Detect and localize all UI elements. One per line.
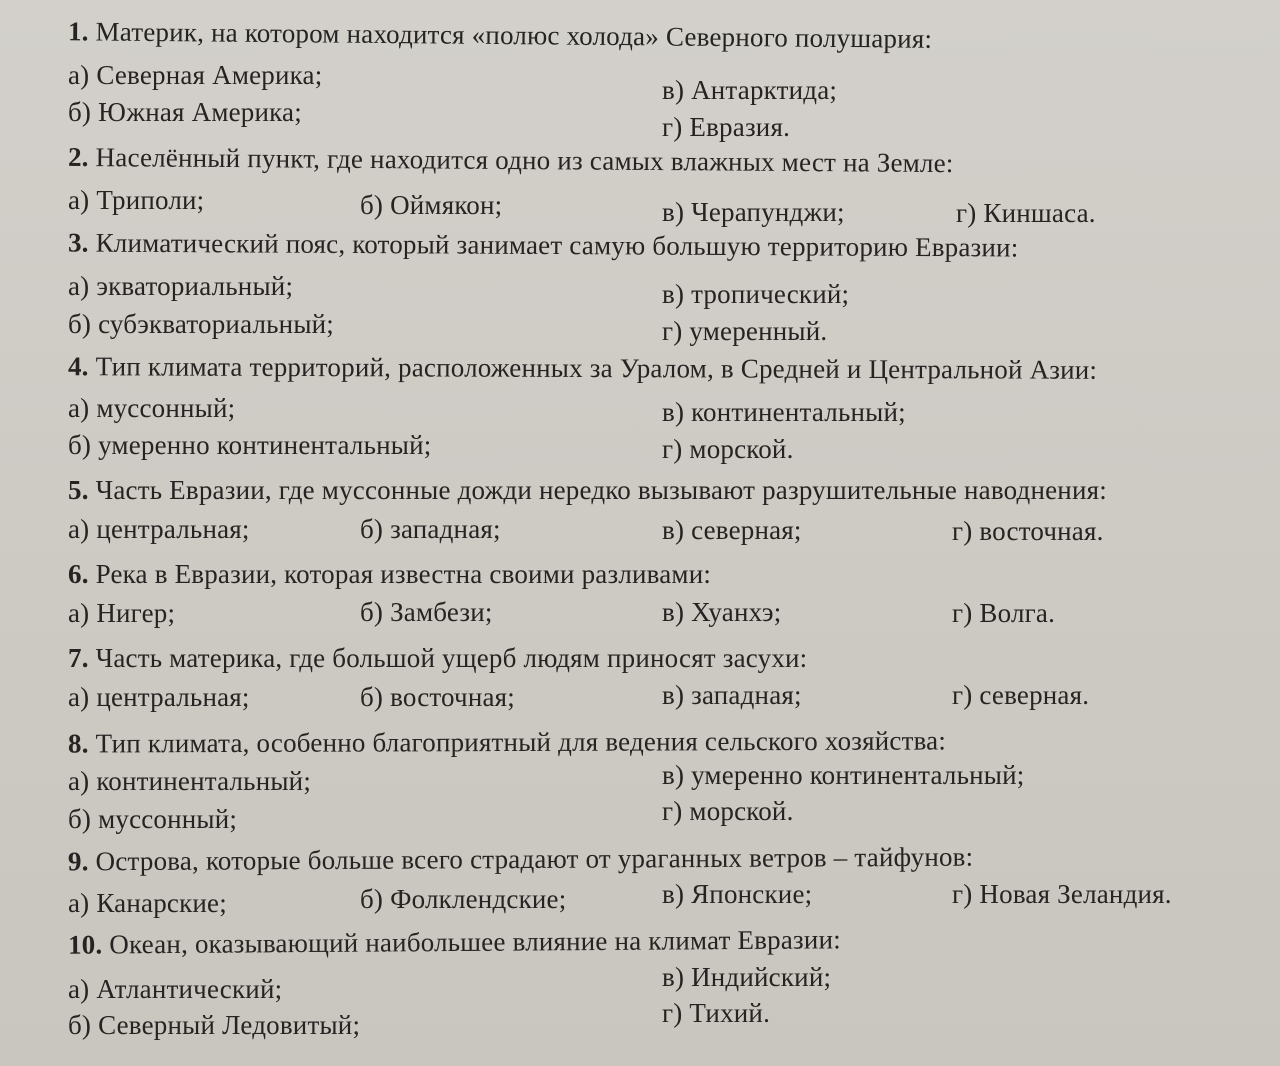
option-a: а) Северная Америка; — [68, 60, 323, 90]
option-g: г) Новая Зеландия. — [952, 879, 1172, 909]
question-number: 2. — [67, 141, 89, 173]
question-text: Материк, на котором находится «полюс холода» Северного полушария: — [95, 16, 933, 54]
option-v: в) Индийский; — [662, 962, 832, 992]
option-b: б) восточная; — [360, 682, 515, 712]
option-g: г) Волга. — [952, 598, 1056, 628]
question-number: 5. — [68, 475, 89, 505]
question-4 — [68, 353, 1097, 384]
option-v: в) Хуанхэ; — [662, 597, 782, 627]
option-a: а) Атлантический; — [68, 974, 283, 1004]
option-g: г) морской. — [662, 796, 794, 826]
question-text: Океан, оказывающий наибольшее влияние на климат Евразии: — [109, 924, 841, 960]
option-a: а) Нигер; — [68, 598, 176, 628]
option-a: а) центральная; — [68, 514, 250, 544]
question-text: Острова, которые больше всего страдают от ураганных ветров – тайфунов: — [95, 841, 974, 877]
question-number: 6. — [68, 559, 89, 589]
option-b: б) Северный Ледовитый; — [68, 1010, 361, 1040]
question-text: Тип климата территорий, расположенных за Уралом, в Средней и Центральной Азии: — [95, 351, 1098, 385]
question-number: 1. — [67, 16, 89, 47]
option-g: г) Тихий. — [662, 998, 771, 1028]
option-g: г) северная. — [952, 680, 1090, 710]
question-number: 8. — [67, 728, 89, 759]
question-number: 10. — [67, 929, 103, 960]
question-text: Часть материка, где большой ущерб людям приносят засухи: — [95, 643, 808, 673]
option-b: б) Замбези; — [360, 597, 493, 627]
option-g: г) умеренный. — [662, 316, 828, 346]
option-v: в) Черапунджи; — [662, 197, 845, 227]
question-number: 9. — [67, 846, 89, 877]
question-9 — [67, 841, 974, 877]
option-a: а) экваториальный; — [68, 271, 294, 301]
option-v: в) Японские; — [662, 879, 813, 909]
question-1 — [68, 18, 932, 53]
question-text: Тип климата, особенно благоприятный для ведения сельского хозяйства: — [95, 725, 947, 759]
question-10 — [68, 926, 841, 958]
option-v: в) Антарктида; — [662, 75, 838, 105]
question-8 — [68, 727, 946, 757]
question-text: Населённый пункт, где находится одно из самых влажных мест на Земле: — [95, 142, 954, 179]
question-number: 4. — [67, 351, 89, 382]
option-v: в) тропический; — [662, 279, 850, 309]
option-g: г) морской. — [662, 434, 794, 464]
question-text: Река в Евразии, которая известна своими разливами: — [95, 559, 712, 589]
option-b: б) Южная Америка; — [68, 97, 302, 127]
question-7 — [68, 645, 807, 672]
question-text: Часть Евразии, где муссонные дожди нередко вызывают разрушительные наводнения: — [95, 475, 1107, 505]
option-a: а) Триполи; — [68, 185, 205, 215]
option-b: б) западная; — [360, 514, 501, 544]
question-6 — [68, 561, 711, 588]
option-b: б) муссонный; — [68, 804, 238, 834]
option-v: в) западная; — [662, 680, 802, 710]
question-number: 3. — [67, 227, 89, 258]
option-b: б) субэкваториальный; — [68, 309, 335, 339]
option-g: г) восточная. — [952, 516, 1104, 546]
option-a: а) континентальный; — [68, 766, 312, 796]
option-a: а) Канарские; — [68, 888, 227, 918]
question-number: 7. — [68, 643, 89, 673]
option-v: в) континентальный; — [662, 397, 906, 427]
option-v: в) умеренно континентальный; — [662, 760, 1025, 790]
option-b: б) Фолклендские; — [360, 884, 567, 914]
question-text: Климатический пояс, который занимает самую большую территорию Евразии: — [95, 227, 1019, 263]
option-b: б) Оймякон; — [360, 190, 503, 220]
option-g: г) Киншаса. — [956, 198, 1096, 228]
question-3 — [67, 227, 1019, 263]
option-v: в) северная; — [662, 515, 802, 545]
question-2 — [67, 141, 954, 179]
option-g: г) Евразия. — [662, 112, 791, 142]
option-a: а) центральная; — [68, 682, 250, 712]
question-5 — [68, 477, 1107, 504]
option-a: а) муссонный; — [68, 393, 236, 423]
option-b: б) умеренно континентальный; — [68, 430, 432, 460]
